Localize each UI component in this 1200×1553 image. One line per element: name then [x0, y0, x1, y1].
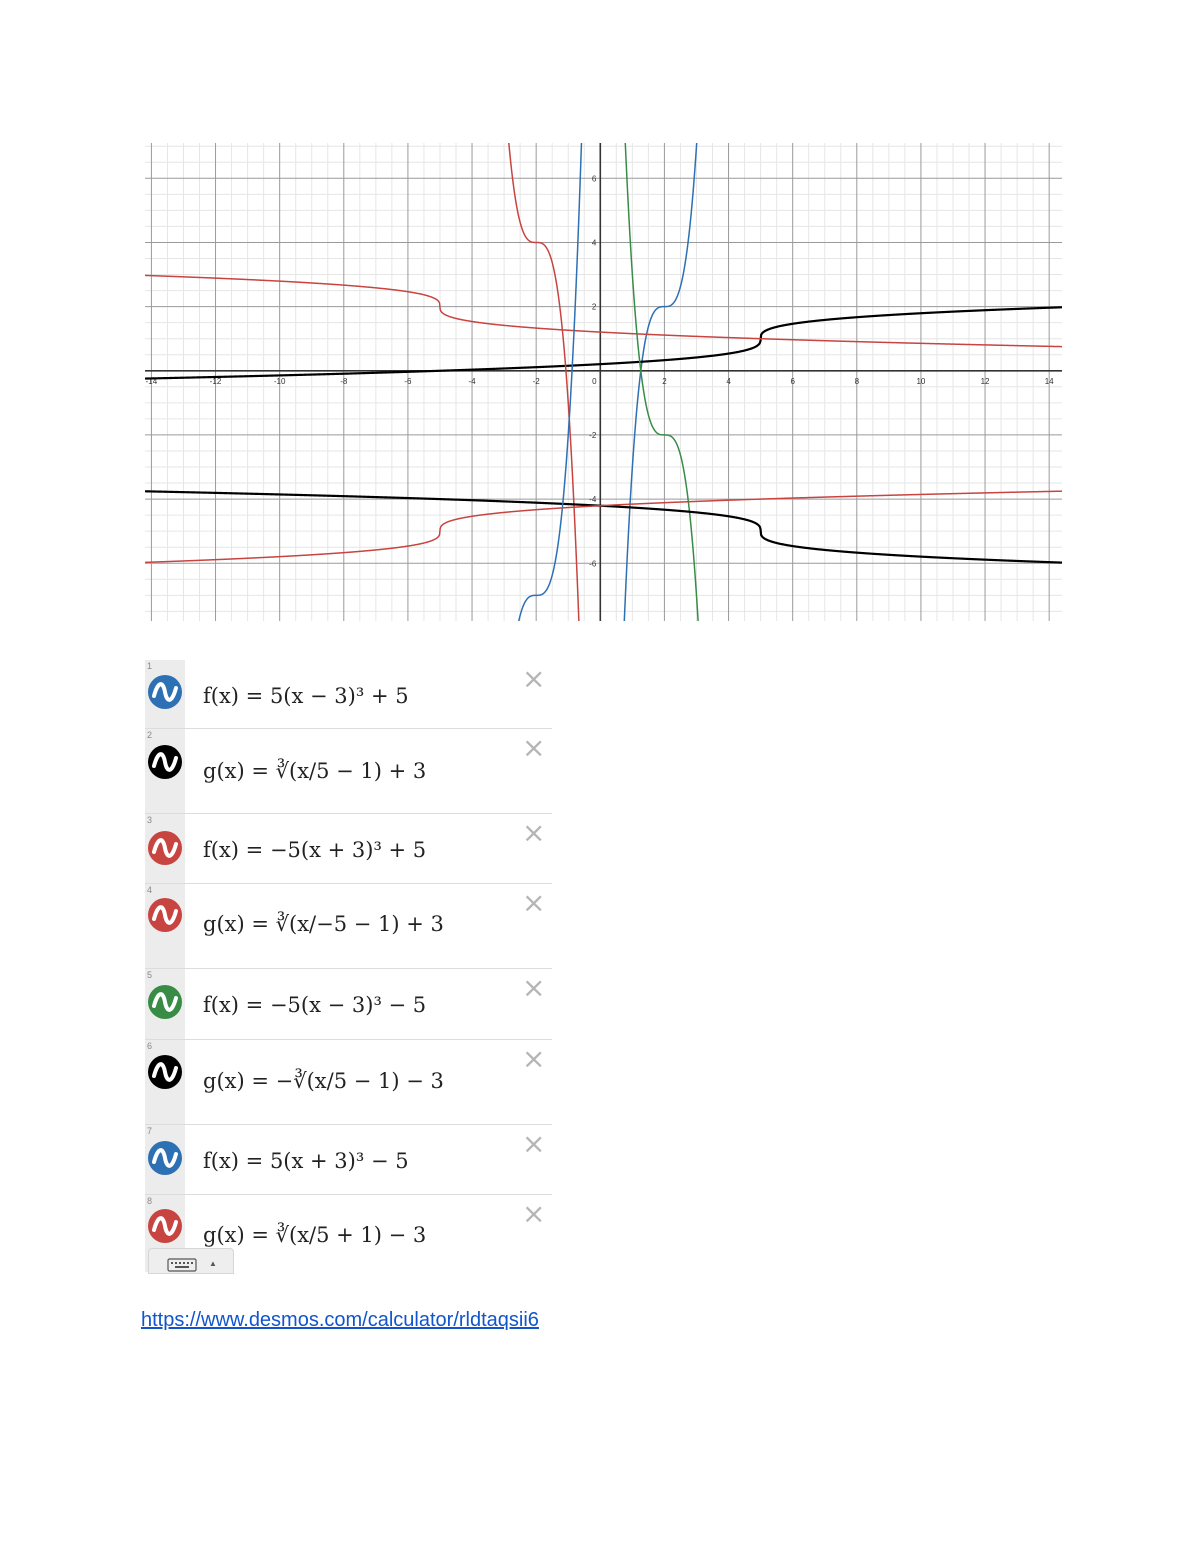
expression-math[interactable]: f(x) = 5(x + 3)³ − 5	[203, 1149, 409, 1173]
keyboard-toggle-button[interactable]	[148, 1248, 234, 1274]
x-tick-label: -8	[340, 376, 348, 386]
y-tick-label: 6	[591, 174, 597, 184]
expression-row[interactable]	[145, 1040, 552, 1125]
expression-math[interactable]: g(x) = ∛(x/−5 − 1) + 3	[203, 912, 444, 936]
x-tick-label: -10	[273, 376, 286, 386]
expression-row[interactable]	[145, 969, 552, 1040]
expression-index: 8	[147, 1196, 153, 1206]
expression-row[interactable]	[145, 1125, 552, 1195]
x-tick-label: 10	[916, 376, 926, 386]
curve-1	[623, 143, 699, 621]
y-tick-label: -4	[589, 495, 597, 505]
expression-tab[interactable]	[145, 660, 185, 728]
expression-tab[interactable]	[145, 1040, 185, 1124]
graph-paper[interactable]	[145, 143, 1062, 621]
x-tick-label: 8	[854, 376, 860, 386]
curve-8	[145, 491, 1062, 562]
delete-expression-button[interactable]: ×	[522, 731, 546, 764]
expression-tab[interactable]	[145, 814, 185, 883]
graph-wave-icon[interactable]	[148, 675, 182, 709]
expression-math[interactable]: g(x) = ∛(x/5 − 1) + 3	[203, 759, 427, 783]
graph-wave-icon[interactable]	[148, 898, 182, 932]
expression-index: 2	[147, 730, 153, 740]
y-tick-label: -2	[589, 430, 597, 440]
delete-expression-button[interactable]: ×	[522, 886, 546, 919]
expression-index: 4	[147, 885, 153, 895]
expression-tab[interactable]	[145, 884, 185, 968]
expression-math[interactable]: g(x) = ∛(x/5 + 1) − 3	[203, 1223, 427, 1247]
desmos-link[interactable]: https://www.desmos.com/calculator/rldtaqsii6	[141, 1309, 539, 1331]
curve-7	[514, 143, 583, 621]
expression-math[interactable]: f(x) = −5(x − 3)³ − 5	[203, 993, 427, 1017]
x-tick-label: 14	[1044, 376, 1054, 386]
curve-4	[145, 275, 1062, 346]
expression-math[interactable]: f(x) = 5(x − 3)³ + 5	[203, 684, 409, 708]
delete-expression-button[interactable]: ×	[522, 1042, 546, 1075]
expression-index: 7	[147, 1126, 153, 1136]
graph-wave-icon[interactable]	[148, 831, 182, 865]
expression-math[interactable]: f(x) = −5(x + 3)³ + 5	[203, 838, 427, 862]
delete-expression-button[interactable]: ×	[522, 1127, 546, 1160]
x-tick-label: 6	[790, 376, 795, 386]
expression-tab[interactable]	[145, 1125, 185, 1194]
y-tick-label: 2	[591, 302, 597, 312]
expression-list	[145, 660, 552, 1272]
expression-index: 3	[147, 815, 153, 825]
graph-wave-icon[interactable]	[148, 1055, 182, 1089]
expression-index: 5	[147, 970, 153, 980]
expression-index: 1	[147, 661, 153, 671]
expression-math[interactable]: g(x) = −∛(x/5 − 1) − 3	[203, 1069, 444, 1093]
x-tick-label: -2	[532, 376, 540, 386]
graph-wave-icon[interactable]	[148, 745, 182, 779]
delete-expression-button[interactable]: ×	[522, 971, 546, 1004]
x-tick-label: 0	[592, 376, 597, 386]
expression-row[interactable]	[145, 660, 552, 729]
keyboard-icon	[167, 1258, 197, 1277]
expression-row[interactable]	[145, 814, 552, 884]
delete-expression-button[interactable]: ×	[522, 1197, 546, 1230]
delete-expression-button[interactable]: ×	[522, 662, 546, 695]
x-tick-label: -12	[209, 376, 222, 386]
x-tick-label: 12	[980, 376, 990, 386]
expression-tab[interactable]	[145, 729, 185, 813]
expression-row[interactable]	[145, 884, 552, 969]
graph-wave-icon[interactable]	[148, 1209, 182, 1243]
y-tick-label: -6	[589, 559, 597, 569]
expression-index: 6	[147, 1041, 153, 1051]
curve-3	[507, 143, 580, 621]
y-tick-label: 4	[591, 238, 597, 248]
delete-expression-button[interactable]: ×	[522, 816, 546, 849]
curve-6	[145, 491, 1062, 562]
caret-up-icon: ▲	[209, 1259, 217, 1268]
expression-tab[interactable]	[145, 969, 185, 1039]
x-tick-label: 2	[662, 376, 667, 386]
expression-row[interactable]	[145, 729, 552, 814]
x-tick-label: -4	[468, 376, 476, 386]
graph-wave-icon[interactable]	[148, 985, 182, 1019]
x-tick-label: -6	[404, 376, 412, 386]
x-tick-label: 4	[726, 376, 731, 386]
graph-canvas[interactable]	[145, 143, 1062, 621]
graph-wave-icon[interactable]	[148, 1141, 182, 1175]
x-tick-label: -14	[145, 376, 158, 386]
